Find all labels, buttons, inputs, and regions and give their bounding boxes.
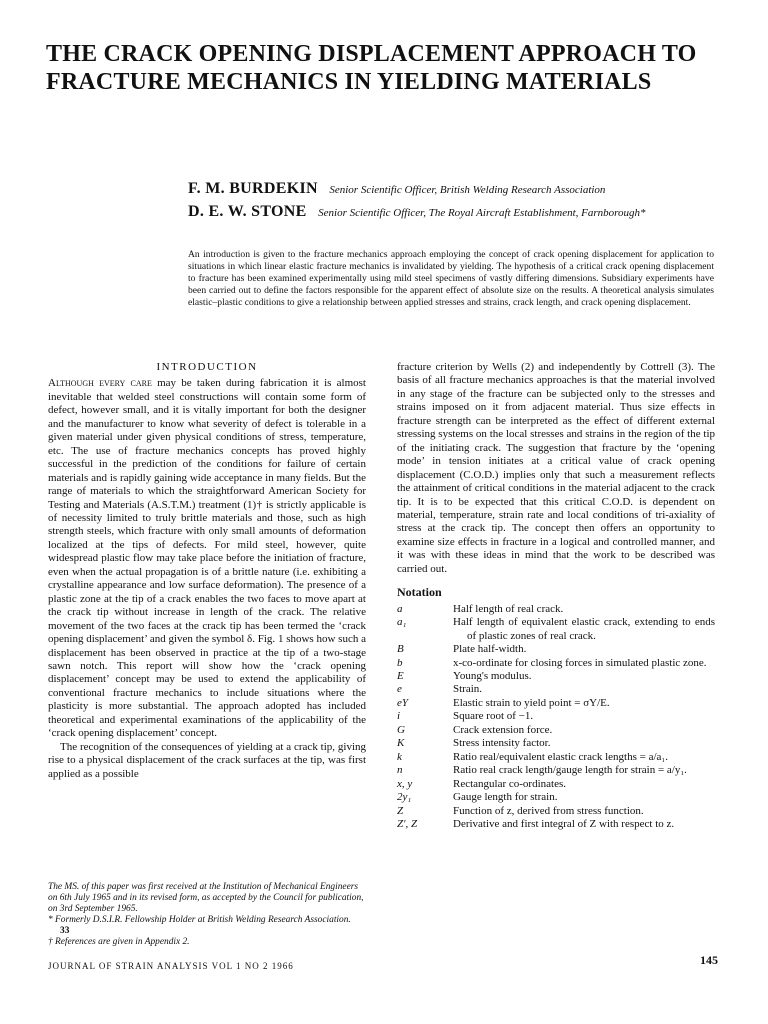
footnote-received: The MS. of this paper was first received at the Institution of Mechanical Engineers on 6th July 1965 and in its revised form, as accepted by the Council for publication, on 3rd September 1965. — [48, 882, 364, 914]
notation-row — [397, 778, 715, 791]
notation-description: Half length of equivalent elastic crack, extending to ends of plastic zones of real crack. — [453, 616, 715, 642]
footnotes — [48, 882, 366, 948]
right-column — [397, 361, 715, 831]
notation-heading: Notation — [397, 585, 442, 600]
notation-symbol: Z — [397, 804, 404, 817]
notation-description: Square root of −1. — [453, 710, 534, 723]
page-number: 145 — [700, 953, 718, 967]
notation-row — [397, 737, 715, 750]
notation-symbol: G — [397, 723, 405, 736]
notation-description: Ratio real crack length/gauge length for strain = a/y₁. — [453, 764, 687, 777]
notation-row — [397, 616, 715, 643]
notation-row — [397, 643, 715, 656]
author-affiliation: Senior Scientific Officer, The Royal Aircraft Establishment, Farnborough* — [318, 207, 646, 219]
section-heading: INTRODUCTION — [156, 361, 258, 373]
author-2 — [188, 203, 646, 221]
author-name: F. M. BURDEKIN — [188, 180, 318, 197]
notation-row — [397, 764, 715, 777]
paper-title: THE CRACK OPENING DISPLACEMENT APPROACH TO FRACTURE MECHANICS IN YIELDING MATERIALS — [46, 41, 697, 95]
intro-paragraph-1: Although every care may be taken during fabrication it is almost inevitable that welded steel constructions will contain some form of defect, however small, and it is vitally important for both the designer and the manufacturer to know what severity of defect is tolerable in a given material under given physical conditions of stress, temperature, etc. The use of fracture mechanics concepts has proved highly successful in the prediction of the conditions for failure of certain materials and is rapidly gaining wide acceptance in many fields. But the range of materials to which the straightforward American Society for Testing and Materials (A.S.T.M.) treatment (1)† is strictly applicable is of necessity limited to truly brittle materials and those, such as high strength steels, which fracture with only small amounts of deformation localized at the tips of defects. For mild steel, however, quite widespread plastic flow may take place before the initiation of fracture, even when the actual propagation is of a brittle nature (i.e. exhibiting a crystalline appearance and low surface deformation). The presence of a plastic zone at the tip of a crack enables the two faces to move apart at the crack tip without increase in length of the crack. The relative movement of the two faces at the crack tip has been termed the ‘crack opening displacement’ and given the symbol δ. Fig. 1 shows how such a displacement has been observed in practice at the tip of a two-stage sawn notch. This report will show how the ‘crack opening displacement’ concept may be used to extend the applicability of conventional fracture mechanics to include situations where the plasticity is more substantial. The approach adopted has included theoretical and experimental examinations of the applicability of the ‘crack opening displacement’ concept. — [48, 377, 366, 740]
author-affiliation: Senior Scientific Officer, British Welding Research Association — [329, 184, 606, 196]
notation-description: Gauge length for strain. — [453, 791, 558, 804]
notation-description: Elastic strain to yield point = σY/E. — [453, 696, 610, 709]
author-name: D. E. W. STONE — [188, 203, 307, 220]
notation-description: Strain. — [453, 683, 483, 696]
notation-list — [397, 603, 715, 832]
notation-symbol: eY — [397, 696, 408, 709]
intro-paragraph-2: The recognition of the consequences of yielding at a crack tip, giving rise to a physical displacement of the crack surfaces at the tip, was first applied as a possible — [48, 740, 366, 780]
notation-symbol: B — [397, 643, 404, 656]
notation-description: Stress intensity factor. — [453, 737, 551, 750]
lead-in: Although every care — [48, 377, 152, 390]
notation-symbol: E — [397, 669, 404, 682]
notation-symbol: e — [397, 683, 402, 696]
notation-row — [397, 724, 715, 737]
notation-row — [397, 683, 715, 696]
notation-row — [397, 805, 715, 818]
notation-description: Function of z, derived from stress function. — [453, 804, 644, 817]
notation-row — [397, 751, 715, 764]
journal-footer: JOURNAL OF STRAIN ANALYSIS VOL 1 NO 2 1966 — [48, 961, 294, 971]
notation-symbol: n — [397, 764, 403, 777]
notation-row — [397, 657, 715, 670]
notation-description: Young's modulus. — [453, 669, 532, 682]
notation-description: Derivative and first integral of Z with respect to z. — [453, 817, 675, 830]
notation-row — [397, 603, 715, 616]
notation-symbol: a — [397, 602, 403, 615]
footnote-references: † References are given in Appendix 2. — [48, 937, 190, 947]
notation-row — [397, 697, 715, 710]
notation-row — [397, 791, 715, 804]
notation-symbol: x, y — [397, 777, 413, 790]
notation-row — [397, 818, 715, 831]
intro-paragraph-3: fracture criterion by Wells (2) and independently by Cottrell (3). The basis of all fracture mechanics approaches is that the material involved in any stage of the fracture can be subjected only to the stresses and strains imposed on it from adjacent material. Thus size effects in fracture strength can be interpreted as the effect of different external stressing systems on the local stresses and strains in the region of the tip of the initiating crack. The suggestion that fracture by the ‘opening mode’ in tension initiates at a critical value of crack opening displacement (C.O.D.) implies only that such a measurement reflects the attainment of critical conditions in the material adjacent to the crack tip. It is to be expected that this critical C.O.D. is dependent on material, temperature, strain rate and local conditions of tri-axiality of stress at the crack tip. The concept then offers an opportunity to examine size effects in fracture in a logical and controlled manner, and it was with these ideas in mind that the work to be described was carried out. — [397, 361, 715, 575]
notation-symbol: b — [397, 656, 403, 669]
notation-row — [397, 670, 715, 683]
notation-description: Half length of real crack. — [453, 602, 564, 615]
notation-description: Rectangular co-ordinates. — [453, 777, 567, 790]
notation-symbol: Z′, Z — [397, 817, 418, 830]
footnote-number: 33 — [60, 926, 70, 936]
notation-symbol: k — [397, 750, 402, 763]
notation-symbol: i — [397, 710, 401, 723]
abstract: An introduction is given to the fracture mechanics approach employing the concept of crack opening displacement for application to situations in which linear elastic fracture mechanics is invalidated by yielding. The hypothesis of a critical crack opening displacement to fracture has been examined experimentally using mild steel specimens of vastly differing dimensions. Subsidiary experiments have been carried out to define the factors responsible for the apparent effect of absolute size on the results. A theoretical analysis simulates elastic–plastic conditions to give a relationship between applied stresses and strains, crack length, and crack opening displacement. — [188, 249, 714, 309]
notation-description: Ratio real/equivalent elastic crack lengths = a/a₁. — [453, 750, 668, 763]
author-1 — [188, 180, 605, 198]
notation-symbol: a₁ — [397, 616, 407, 629]
notation-symbol: K — [397, 737, 405, 750]
notation-symbol: 2y₁ — [397, 791, 412, 804]
notation-row — [397, 710, 715, 723]
left-column — [48, 361, 366, 781]
notation-description: Plate half-width. — [453, 643, 527, 656]
notation-description: x-co-ordinate for closing forces in simulated plastic zone. — [453, 656, 707, 669]
footnote-affiliation: * Formerly D.S.I.R. Fellowship Holder at British Welding Research Association. — [48, 915, 351, 925]
notation-description: Crack extension force. — [453, 723, 553, 736]
